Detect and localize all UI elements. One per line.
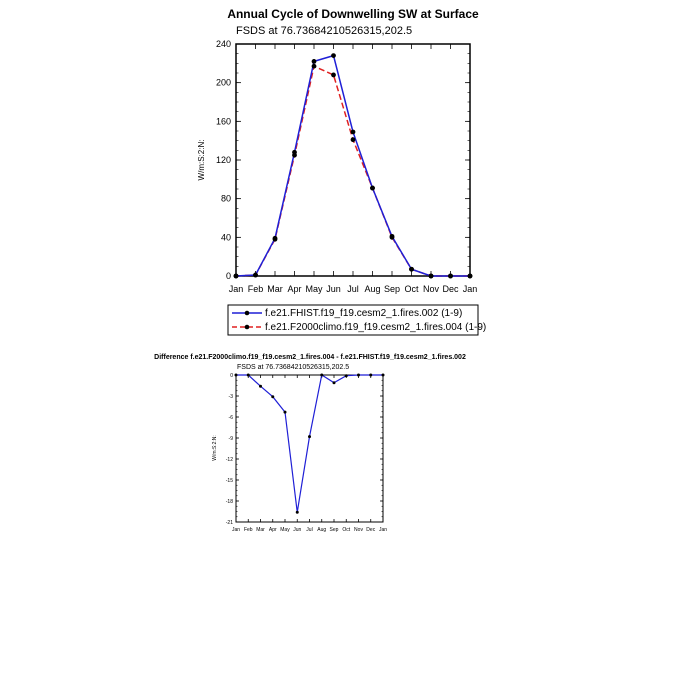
y-tick-label: 160: [215, 116, 231, 127]
x-tick-label: Mar: [267, 284, 283, 294]
series-1-point: [284, 411, 287, 414]
difference-chart-title: Difference f.e21.F2000climo.f19_f19.cesm2_1.fires.004 - f.e21.FHIST.f19_f19.cesm2_1.fires.002: [154, 354, 466, 361]
legend-entry-2: f.e21.F2000climo.f19_f19.cesm2_1.fires.004 (1-9): [265, 322, 487, 333]
series-1-point: [333, 381, 336, 384]
x-tick-label: Dec: [366, 527, 376, 533]
x-tick-label: Nov: [354, 527, 363, 533]
plot-frame: [236, 44, 470, 276]
series-line-1: [236, 375, 383, 512]
plot-frame: [236, 375, 383, 522]
series-line-1: [236, 56, 470, 276]
series-1-point: [331, 53, 336, 58]
y-tick-label: -9: [228, 436, 233, 442]
difference-y-axis-label: W/m:S:2:N:: [212, 435, 218, 461]
y-tick-label: 240: [215, 39, 231, 49]
y-tick-label: -12: [225, 457, 233, 463]
series-1-point: [320, 374, 323, 377]
series-1-point: [351, 130, 356, 135]
y-tick-label: -18: [225, 499, 233, 505]
series-2-point: [273, 237, 278, 242]
legend: [228, 305, 486, 335]
difference-plot-area: [226, 373, 387, 533]
series-1-point: [247, 374, 250, 377]
x-tick-label: Dec: [442, 284, 459, 294]
series-1-point: [308, 435, 311, 438]
series-1-point: [235, 374, 238, 377]
y-tick-label: 120: [215, 155, 231, 165]
x-tick-label: Jan: [228, 284, 244, 294]
x-tick-label: Jul: [306, 527, 313, 533]
x-tick-label: May: [280, 527, 290, 533]
series-2-point: [253, 273, 258, 278]
x-tick-label: Sep: [329, 527, 339, 533]
series-1-point: [296, 511, 299, 514]
x-tick-label: Sep: [383, 284, 401, 294]
series-2-point: [292, 153, 297, 158]
y-tick-label: 0: [225, 271, 231, 281]
y-tick-label: 80: [220, 193, 231, 204]
y-tick-label: -15: [225, 478, 233, 484]
chart-title: Annual Cycle of Downwelling SW at Surface: [227, 7, 479, 21]
y-tick-label: 0: [230, 373, 233, 379]
series-2-point: [331, 73, 336, 78]
x-tick-label: May: [305, 284, 323, 294]
series-1-point: [345, 374, 348, 377]
x-tick-label: Aug: [364, 284, 381, 294]
x-tick-label: Aug: [317, 527, 327, 533]
series-1-point: [357, 374, 360, 377]
x-tick-label: Apr: [287, 284, 302, 294]
series-1-point: [369, 374, 372, 377]
x-tick-label: Mar: [256, 527, 265, 533]
y-tick-label: -6: [228, 415, 233, 421]
x-tick-label: Apr: [268, 527, 277, 533]
y-axis-label: W/m:S:2:N:: [197, 139, 206, 181]
x-tick-label: Oct: [404, 284, 419, 294]
series-1-point: [271, 395, 274, 398]
x-tick-label: Jan: [462, 284, 478, 294]
legend-marker-dashed: [245, 325, 250, 330]
series-2-point: [448, 274, 453, 279]
series-2-point: [468, 274, 473, 279]
series-2-point: [351, 137, 356, 142]
series-2-point: [234, 274, 239, 279]
y-tick-label: 200: [215, 77, 231, 88]
x-tick-label: Jun: [326, 284, 341, 294]
series-1-point: [259, 385, 262, 388]
y-tick-label: -3: [228, 394, 233, 400]
x-tick-label: Jan: [378, 527, 388, 533]
series-2-point: [409, 267, 414, 272]
x-tick-label: Jul: [347, 284, 359, 294]
series-2-point: [429, 274, 434, 279]
legend-marker-solid: [245, 311, 250, 316]
x-tick-label: Jun: [293, 527, 302, 533]
series-1-point: [382, 374, 385, 377]
x-tick-label: Feb: [247, 284, 264, 294]
main-plot-area: [216, 39, 477, 294]
x-tick-label: Jan: [231, 527, 241, 533]
x-tick-label: Nov: [422, 284, 440, 294]
legend-entry-1: f.e21.FHIST.f19_f19.cesm2_1.fires.002 (1-9): [265, 308, 463, 319]
series-2-point: [312, 64, 317, 69]
chart-subtitle: FSDS at 76.73684210526315,202.5: [236, 25, 413, 37]
difference-chart-subtitle: FSDS at 76.73684210526315,202.5: [237, 364, 350, 371]
series-2-point: [390, 235, 395, 240]
x-tick-label: Feb: [243, 527, 253, 533]
y-tick-label: 40: [220, 232, 231, 243]
x-tick-label: Oct: [342, 527, 351, 533]
series-2-point: [370, 186, 375, 191]
y-tick-label: -21: [225, 520, 233, 526]
series-1-point: [312, 59, 317, 64]
